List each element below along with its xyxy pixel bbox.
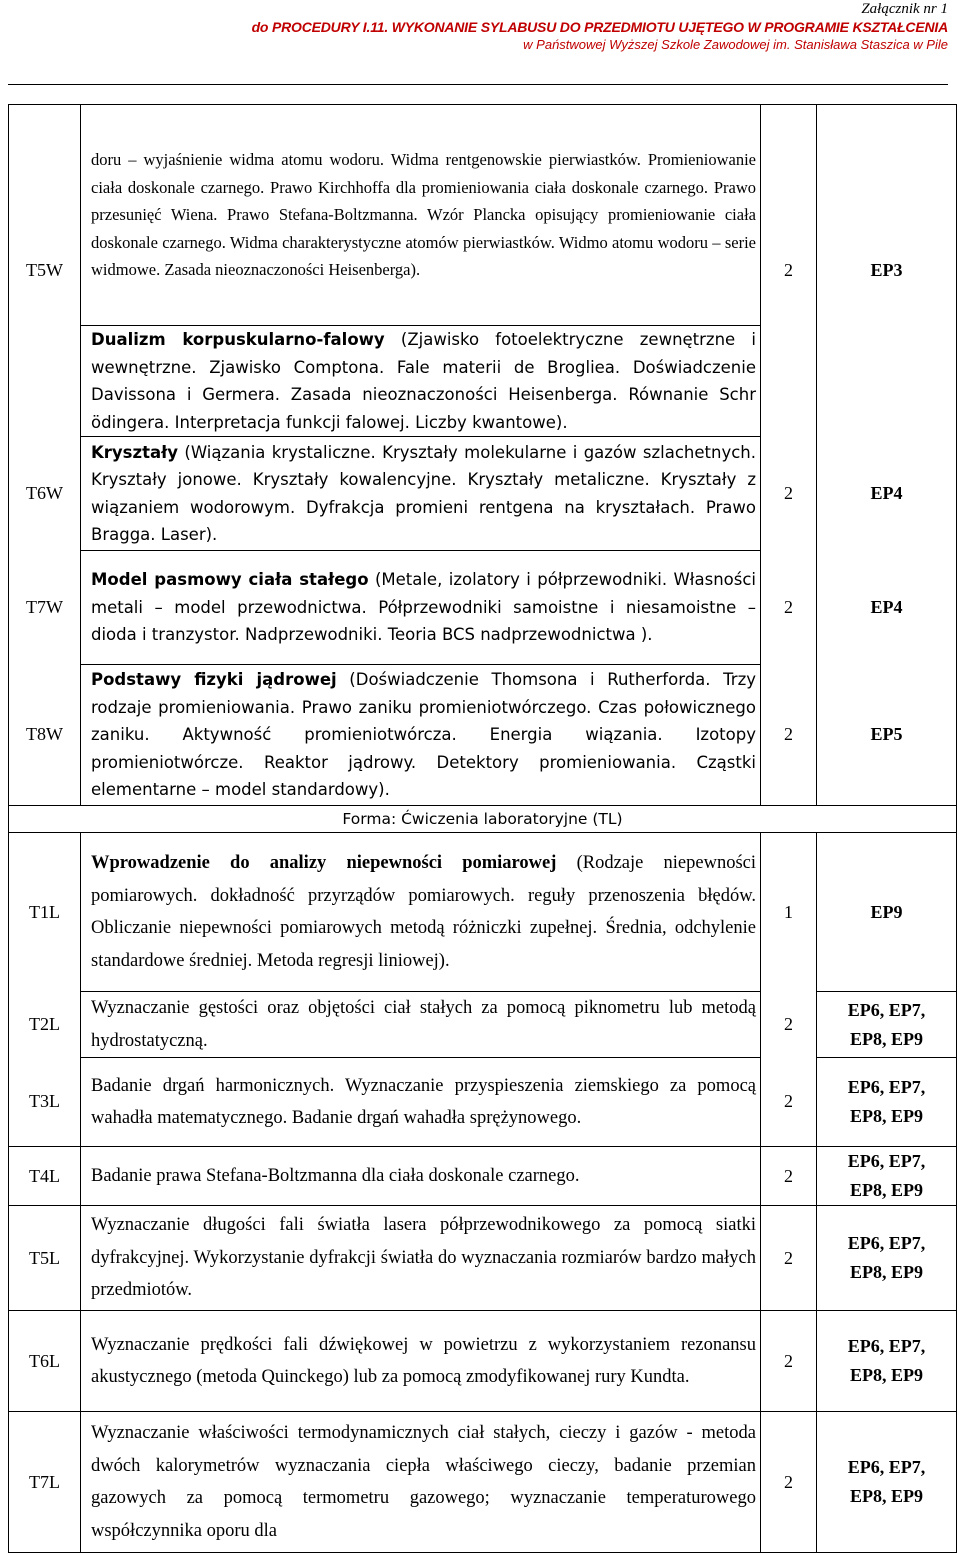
topic-hours: 2 [761, 1058, 817, 1147]
topic-title: Wprowadzenie do analizy niepewności pomiarowej [91, 853, 557, 873]
topic-description [81, 437, 761, 551]
topic-hours: 2 [761, 1412, 817, 1553]
effects-line-2: EP8, EP9 [849, 1180, 923, 1200]
table-row [9, 833, 957, 992]
syllabus-content-table [8, 104, 957, 1553]
topic-description [81, 551, 761, 665]
topic-code: T4L [9, 1147, 81, 1206]
effects-line-1: EP6, EP7, [847, 1457, 926, 1477]
topic-title: Model pasmowy ciała stałego [91, 570, 369, 590]
topic-effects [817, 1147, 957, 1206]
topic-code: T5W [9, 105, 81, 437]
topic-effects [817, 1058, 957, 1147]
topic-title: Podstawy fizyki jądrowej [91, 670, 337, 690]
topic-description: Wyznaczanie właściwości termodynamicznych ciał stałych, cieczy i gazów - metoda dwóch kalorymetrów wyznaczania ciepła właściwego cieczy, badanie przemian gazowych za pomocą termometru gazowego; wyznaczanie temperaturowego współczynnika oporu dla [81, 1412, 761, 1553]
table-row [9, 105, 957, 326]
table-row [9, 1311, 957, 1412]
topic-hours: 1 [761, 833, 817, 992]
topic-body: (Doświadczenie Thomsona i Rutherforda. Trzy rodzaje promieniowania. Prawo zaniku promieniotwórczego. Czas połowicznego zaniku. Aktywność promieniotwórcza. Energia wiązania. Izotopy promieniotwórcze. Reaktor jądrowy. Detektory promieniowania. Cząstki elementarne – model standardowy). [91, 670, 756, 800]
topic-hours: 2 [761, 551, 817, 665]
table-row [9, 1412, 957, 1553]
attachment-label: Załącznik nr 1 [861, 1, 948, 17]
topic-code: T6W [9, 437, 81, 551]
table-row [9, 1206, 957, 1311]
table-row [9, 992, 957, 1058]
topic-effects: EP3 [817, 105, 957, 437]
topic-body: (Zjawisko fotoelektryczne zewnętrzne i wewnętrzne. Zjawisko Comptona. Fale materii de Brogliea. Doświadczenie Davissona i Germera. Zasada nieoznaczoności Heisenberga. Równanie Schr ödingera. Interpretacja funkcji falowej. Liczby kwantowe). [91, 330, 756, 432]
topic-hours: 2 [761, 1311, 817, 1412]
topic-description: Badanie prawa Stefana-Boltzmanna dla ciała doskonale czarnego. [81, 1147, 761, 1206]
topic-effects [817, 992, 957, 1058]
procedure-title: do PROCEDURY I.11. WYKONANIE SYLABUSU DO PRZEDMIOTU UJĘTEGO W PROGRAMIE KSZTAŁCENIA [251, 19, 948, 35]
topic-body: (Metale, izolatory i półprzewodniki. Własności metali – model przewodnictwa. Półprzewodniki samoistne i niesamoistne – dioda i tranzystor. Nadprzewodniki. Teoria BCS nadprzewodnictwa ). [91, 570, 756, 645]
topic-effects: EP9 [817, 833, 957, 992]
topic-description [81, 665, 761, 806]
topic-description-continued: doru – wyjaśnienie widma atomu wodoru. Widma rentgenowskie pierwiastków. Promieniowanie ciała doskonale czarnego. Prawo Kirchhoffa dla promieniowania ciała doskonale czarnego. Prawo przesunięć Wiena. Prawo Stefana-Boltzmanna. Wzór Plancka opisujący promieniowanie ciała doskonale czarnego. Widma charakterystyczne atomów pierwiastków. Widmo atomu wodoru – serie widmowe. Zasada nieoznaczoności Heisenberga). [81, 105, 761, 326]
topic-effects [817, 1311, 957, 1412]
topic-code: T3L [9, 1058, 81, 1147]
table-row [9, 665, 957, 806]
topic-effects: EP4 [817, 551, 957, 665]
table-row [9, 1058, 957, 1147]
page-header [252, 0, 948, 54]
topic-hours: 2 [761, 105, 817, 437]
topic-title: Kryształy [91, 442, 179, 462]
effects-line-1: EP6, EP7, [847, 1077, 926, 1097]
topic-code: T8W [9, 665, 81, 806]
topic-hours: 2 [761, 992, 817, 1058]
table-row [9, 806, 957, 833]
effects-line-1: EP6, EP7, [847, 999, 926, 1020]
topic-code: T5L [9, 1206, 81, 1311]
topic-effects: EP4 [817, 437, 957, 551]
topic-description [81, 833, 761, 992]
topic-effects: EP5 [817, 665, 957, 806]
topic-effects [817, 1412, 957, 1553]
table-row [9, 551, 957, 665]
topic-code: T2L [9, 992, 81, 1058]
topic-code: T7W [9, 551, 81, 665]
topic-code: T1L [9, 833, 81, 992]
topic-description: Wyznaczanie gęstości oraz objętości ciał stałych za pomocą piknometru lub metodą hydrostatyczną. [81, 992, 761, 1058]
table-row [9, 1147, 957, 1206]
effects-line-2: EP8, EP9 [849, 1028, 923, 1049]
topic-description: Badanie drgań harmonicznych. Wyznaczanie przyspieszenia ziemskiego za pomocą wahadła matematycznego. Badanie drgań wahadła sprężynowego. [81, 1058, 761, 1147]
topic-hours: 2 [761, 437, 817, 551]
effects-line-2: EP8, EP9 [849, 1486, 923, 1506]
effects-line-2: EP8, EP9 [849, 1106, 923, 1126]
table-row [9, 437, 957, 551]
topic-hours: 2 [761, 665, 817, 806]
topic-body: (Rodzaje niepewności pomiarowych. dokładność przyrządów pomiarowych. reguły przenoszenia błędów. Obliczanie niepewności pomiarowych metodą różniczki zupełnej. Średnia, odchylenie standardowe średniej. Metoda regresji liniowej). [91, 853, 757, 971]
topic-description: Wyznaczanie prędkości fali dźwiękowej w powietrzu z wykorzystaniem rezonansu akustycznego (metoda Quinckego) lub za pomocą zmodyfikowanej rury Kundta. [81, 1311, 761, 1412]
topic-code: T6L [9, 1311, 81, 1412]
effects-line-1: EP6, EP7, [847, 1151, 926, 1171]
topic-code: T7L [9, 1412, 81, 1553]
topic-body: (Wiązania krystaliczne. Kryształy molekularne i gazów szlachetnych. Kryształy jonowe. Kryształy kowalencyjne. Kryształy metaliczne. Kryształy z wiązaniem wodorowym. Dyfrakcja promieni rentgena na kryształach. Prawo Bragga. Laser). [91, 442, 756, 544]
effects-line-1: EP6, EP7, [847, 1336, 926, 1356]
topic-description: Wyznaczanie długości fali światła lasera półprzewodnikowego za pomocą siatki dyfrakcyjnej. Wykorzystanie dyfrakcji światła do wyznaczania rozmiarów bardzo małych przedmiotów. [81, 1206, 761, 1311]
institution-name: w Państwowej Wyższej Szkole Zawodowej im. Stanisława Staszica w Pile [523, 37, 948, 52]
topic-description [81, 326, 761, 437]
topic-hours: 2 [761, 1147, 817, 1206]
form-heading: Forma: Ćwiczenia laboratoryjne (TL) [9, 806, 957, 833]
header-divider [8, 84, 948, 85]
topic-effects [817, 1206, 957, 1311]
effects-line-1: EP6, EP7, [847, 1233, 926, 1253]
effects-line-2: EP8, EP9 [849, 1365, 923, 1385]
topic-hours: 2 [761, 1206, 817, 1311]
effects-line-2: EP8, EP9 [849, 1262, 923, 1282]
topic-title: Dualizm korpuskularno-falowy [91, 330, 385, 349]
